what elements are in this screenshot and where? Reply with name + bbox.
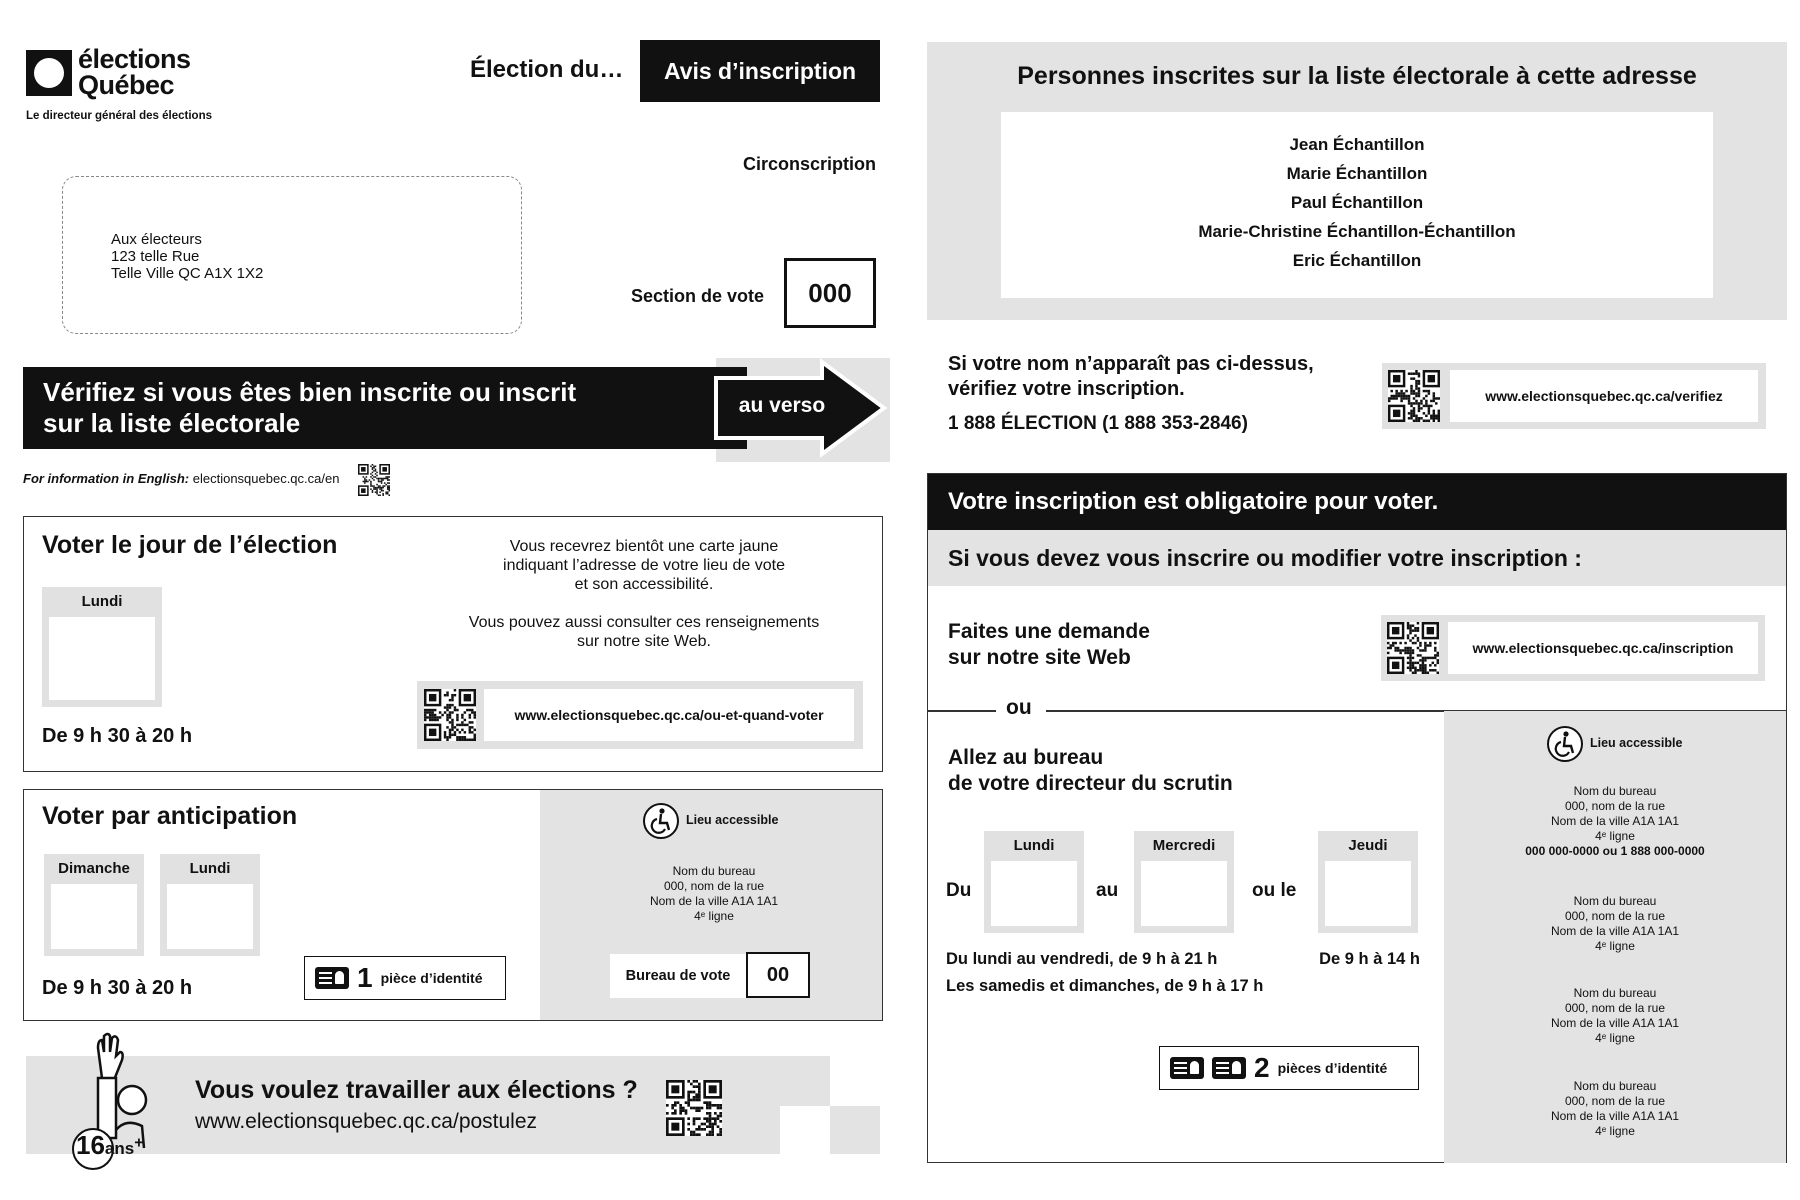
english-info-prefix: For information in English: xyxy=(23,471,190,486)
qr-code-icon[interactable] xyxy=(358,464,390,496)
day-box-monday xyxy=(160,854,260,956)
id-count: 2 xyxy=(1254,1052,1270,1083)
address-line: 4ᵉ ligne xyxy=(694,909,734,923)
election-day-title: Voter le jour de l’élection xyxy=(42,531,338,559)
address-line: Nom du bureau xyxy=(1573,986,1657,1000)
registered-title: Personnes inscrites sur la liste électorale à cette adresse xyxy=(1017,62,1697,90)
day-box-monday xyxy=(984,831,1084,933)
english-info-url[interactable]: electionsquebec.qc.ca/en xyxy=(192,471,340,486)
logo xyxy=(26,44,226,128)
english-info xyxy=(23,471,339,486)
election-day-hours: De 9 h 30 à 20 h xyxy=(42,725,193,747)
day-label: Lundi xyxy=(1013,837,1055,854)
web-request-line2: sur notre site Web xyxy=(948,646,1131,669)
address-line: Aux électeurs xyxy=(111,231,202,248)
address-line: 4ᵉ ligne xyxy=(1595,1031,1635,1045)
arrow-label: au verso xyxy=(738,394,826,417)
section-label: Section de vote xyxy=(630,286,764,306)
from-label: Du xyxy=(946,880,972,901)
day-box-sunday xyxy=(44,854,144,956)
address-line: Telle Ville QC A1X 1X2 xyxy=(111,265,264,282)
id-card-icon xyxy=(1212,1057,1246,1079)
election-date-label: Élection du… xyxy=(470,56,624,83)
address-line: Nom de la ville A1A 1A1 xyxy=(1550,814,1680,828)
id-card-icon xyxy=(1170,1057,1204,1079)
qr-code-icon[interactable] xyxy=(424,689,476,741)
id-label: pièces d’identité xyxy=(1277,1060,1388,1076)
address-line: 4ᵉ ligne xyxy=(1595,1124,1635,1138)
verify-banner-line2: sur la liste électorale xyxy=(43,408,301,438)
mandatory-box xyxy=(927,473,1787,1163)
day-label: Jeudi xyxy=(1348,837,1388,854)
wheelchair-accessible-icon xyxy=(1546,725,1584,763)
address-line: Nom de la ville A1A 1A1 xyxy=(1550,1016,1680,1030)
id-requirement xyxy=(304,956,506,1000)
day-label: Lundi xyxy=(189,860,231,877)
info-line: Vous recevrez bientôt une carte jaune xyxy=(509,538,779,555)
advance-voting-box xyxy=(23,789,883,1021)
hours-weekend: Les samedis et dimanches, de 9 h à 17 h xyxy=(946,977,1264,995)
qr-code-icon[interactable] xyxy=(1387,622,1439,674)
day-label: Dimanche xyxy=(58,860,130,877)
divider xyxy=(928,710,996,712)
address-line: Nom du bureau xyxy=(1573,784,1657,798)
address-line: Nom du bureau xyxy=(672,864,756,878)
registered-name: Eric Échantillon xyxy=(1292,251,1422,270)
verify-line1: Si votre nom n’apparaît pas ci-dessus, xyxy=(948,353,1314,375)
address-line: Nom du bureau xyxy=(1573,894,1657,908)
decor-square xyxy=(780,1106,830,1154)
office-address xyxy=(1498,894,1732,954)
web-request-line1: Faites une demande xyxy=(948,620,1150,643)
office-line2: de votre directeur du scrutin xyxy=(948,772,1233,795)
decor-square xyxy=(830,1106,880,1154)
names-list xyxy=(1001,112,1713,298)
election-day-url[interactable]: www.electionsquebec.qc.ca/ou-et-quand-voter xyxy=(484,689,854,741)
address-line: 4ᵉ ligne xyxy=(1595,829,1635,843)
day-label: Lundi xyxy=(81,593,123,610)
bureau-value: 00 xyxy=(746,952,810,998)
or-the-label: ou le xyxy=(1252,880,1297,901)
election-day-box xyxy=(23,516,883,772)
hours-thursday: De 9 h à 14 h xyxy=(1319,950,1420,968)
office-address xyxy=(1498,784,1732,859)
day-box-wednesday xyxy=(1134,831,1234,933)
work-url[interactable]: www.electionsquebec.qc.ca/postulez xyxy=(195,1110,538,1133)
bureau-label: Bureau de vote xyxy=(610,954,746,998)
verify-url[interactable]: www.electionsquebec.qc.ca/verifiez xyxy=(1450,370,1758,422)
address-line: 4ᵉ ligne xyxy=(1595,939,1635,953)
office-line1: Allez au bureau xyxy=(948,746,1104,769)
id-count: 1 xyxy=(357,962,373,993)
office-phone: 000 000-0000 ou 1 888 000-0000 xyxy=(1525,844,1705,858)
age-requirement xyxy=(76,1130,144,1161)
registered-name: Marie Échantillon xyxy=(1286,164,1428,183)
address-line: Nom du bureau xyxy=(1573,1079,1657,1093)
verify-banner-line1: Vérifiez si vous êtes bien inscrite ou inscrit xyxy=(43,377,577,407)
info-line: et son accessibilité. xyxy=(574,576,714,593)
age-suffix: ans xyxy=(104,1139,135,1158)
office-address xyxy=(624,864,804,924)
or-separator: ou xyxy=(1006,696,1032,719)
address-line: 000, nom de la rue xyxy=(1564,909,1666,923)
hours-weekdays: Du lundi au vendredi, de 9 h à 21 h xyxy=(946,950,1218,968)
advance-title: Voter par anticipation xyxy=(42,802,298,830)
age-number: 16 xyxy=(76,1130,105,1160)
info-line: Vous pouvez aussi consulter ces renseignements xyxy=(468,614,820,631)
section-value: 000 xyxy=(784,258,876,328)
wheelchair-accessible-icon xyxy=(642,802,680,840)
info-line: sur notre site Web. xyxy=(577,633,711,650)
address-line: 123 telle Rue xyxy=(111,248,200,265)
logo-text-line2: Québec xyxy=(78,70,175,100)
logo-tagline: Le directeur général des élections xyxy=(26,110,212,122)
id-requirement xyxy=(1159,1046,1419,1090)
day-label: Mercredi xyxy=(1152,837,1216,854)
mandatory-title: Votre inscription est obligatoire pour voter. xyxy=(928,474,1786,530)
circonscription-label: Circonscription xyxy=(742,154,876,174)
notice-title: Avis d’inscription xyxy=(640,40,880,102)
verify-line2: vérifiez votre inscription. xyxy=(948,378,1185,400)
address-line: 000, nom de la rue xyxy=(1564,799,1666,813)
work-title: Vous voulez travailler aux élections ? xyxy=(195,1076,638,1104)
address-line: 000, nom de la rue xyxy=(663,879,765,893)
registered-name: Paul Échantillon xyxy=(1290,193,1424,212)
qr-code-icon[interactable] xyxy=(1388,370,1440,422)
inscription-url[interactable]: www.electionsquebec.qc.ca/inscription xyxy=(1448,622,1758,674)
address-line: Nom de la ville A1A 1A1 xyxy=(649,894,779,908)
office-address xyxy=(1498,1079,1732,1139)
logo-text-line1: élections xyxy=(78,44,191,74)
address-line: 000, nom de la rue xyxy=(1564,1001,1666,1015)
address-line: Nom de la ville A1A 1A1 xyxy=(1550,924,1680,938)
day-box-monday xyxy=(42,587,162,707)
advance-hours: De 9 h 30 à 20 h xyxy=(42,977,193,999)
election-day-info xyxy=(424,537,864,651)
age-plus: + xyxy=(134,1134,144,1152)
address-window xyxy=(62,176,522,334)
address-line: 000, nom de la rue xyxy=(1564,1094,1666,1108)
id-card-icon xyxy=(315,967,349,989)
qr-code-icon[interactable] xyxy=(666,1080,722,1136)
logo-mark-icon xyxy=(26,50,72,96)
day-box-thursday xyxy=(1318,831,1418,933)
accessible-label: Lieu accessible xyxy=(1590,736,1683,750)
address-line: Nom de la ville A1A 1A1 xyxy=(1550,1109,1680,1123)
mandatory-subtitle: Si vous devez vous inscrire ou modifier votre inscription : xyxy=(928,530,1786,586)
registered-name: Marie-Christine Échantillon-Échantillon xyxy=(1198,222,1516,241)
to-label: au xyxy=(1096,880,1119,901)
office-address xyxy=(1498,986,1732,1046)
info-line: indiquant l’adresse de votre lieu de vote xyxy=(503,557,785,574)
verify-phone: 1 888 ÉLECTION (1 888 353-2846) xyxy=(948,413,1248,434)
registered-panel xyxy=(927,42,1787,320)
verify-banner xyxy=(23,367,747,449)
registered-name: Jean Échantillon xyxy=(1289,135,1425,154)
accessible-label: Lieu accessible xyxy=(686,813,779,827)
id-label: pièce d’identité xyxy=(380,970,483,986)
